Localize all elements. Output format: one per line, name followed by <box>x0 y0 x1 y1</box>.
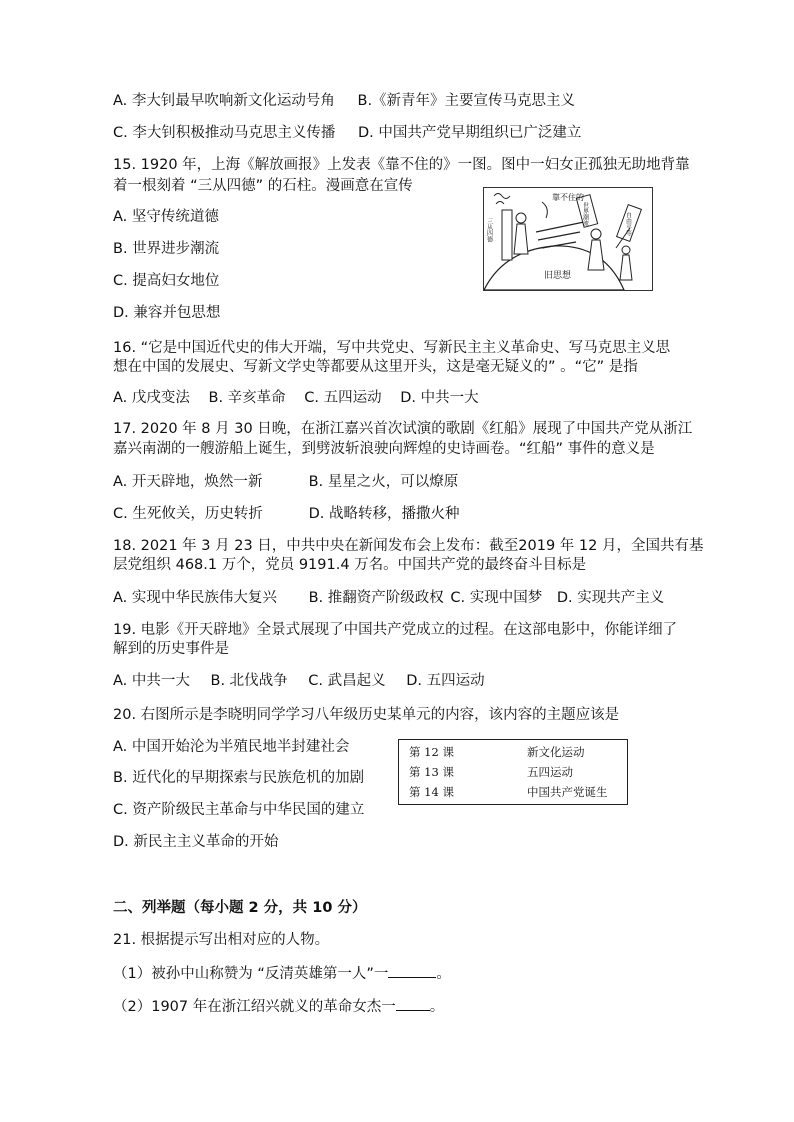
table-row <box>399 783 627 801</box>
section2-heading: 二、列举题（每小题 2 分，共 10 分） <box>113 900 367 916</box>
q16-option-a: A. 戊戌变法 <box>113 390 190 406</box>
q14-option-a: A. 李大钊最早吹响新文化运动号角 <box>113 93 335 109</box>
cartoon-drawing <box>484 188 652 290</box>
q17-option-d: D. 战略转移，播撒火种 <box>308 506 460 522</box>
q19-options <box>113 671 485 691</box>
q16-option-b: B. 辛亥革命 <box>208 390 286 406</box>
q15-cartoon-image <box>483 187 653 291</box>
q20-option-d: D. 新民主主义革命的开始 <box>113 834 279 850</box>
q17-stem-line1: 17. 2020 年 8 月 30 日晚，在浙江嘉兴首次试演的歌剧《红船》展现了中国共产党从浙江 <box>113 421 693 437</box>
q19-option-a: A. 中共一大 <box>113 673 190 689</box>
q18-options <box>113 588 664 608</box>
q21-item1-answer-blank[interactable] <box>388 963 436 978</box>
q17-options-row1 <box>113 472 458 492</box>
q21-item2-text: （2）1907 年在浙江绍兴就义的革命女杰一 <box>113 999 396 1015</box>
q15-option-d: D. 兼容并包思想 <box>113 305 221 321</box>
q14-option-b: B.《新青年》主要宣传马克思主义 <box>357 93 576 109</box>
lesson-number: 第 13 课 <box>409 765 454 779</box>
q19-stem-line2: 解到的历史事件是 <box>113 641 229 657</box>
cartoon-banner-mid: 世界潮流 <box>581 202 589 226</box>
q15-option-a: A. 坚守传统道德 <box>113 209 219 225</box>
q20-stem: 20. 右图所示是李晓明同学学习八年级历史某单元的内容，该内容的主题应该是 <box>113 707 620 723</box>
table-row <box>399 743 627 761</box>
q14-options-row1 <box>113 91 575 111</box>
q21-item1-text: （1）被孙中山称赞为 “反清英雄第一人”一 <box>113 966 389 982</box>
q17-options-row2 <box>113 504 460 524</box>
q21-item2 <box>113 996 444 1017</box>
q20-option-b: B. 近代化的早期探索与民族危机的加剧 <box>113 770 365 786</box>
cartoon-banner-left: 三从四德 <box>485 218 493 242</box>
lesson-number: 第 12 课 <box>409 745 454 759</box>
q15-stem-line2: 着一根刻着 “三从四德” 的石柱。漫画意在宣传 <box>113 178 413 194</box>
q15-option-c: C. 提高妇女地位 <box>113 273 220 289</box>
q17-option-b: B. 星星之火，可以燎原 <box>308 474 459 490</box>
q19-option-b: B. 北伐战争 <box>210 673 288 689</box>
q14-options-row2 <box>113 123 581 143</box>
q16-stem-line2: 想在中国的发展史、写新文学史等都要从这里开头，这是毫无疑义的” 。“它” 是指 <box>113 359 638 375</box>
q20-lesson-table <box>398 739 628 805</box>
cartoon-sign-text: 靠不住的 <box>552 193 584 202</box>
q19-option-c: C. 武昌起义 <box>308 673 386 689</box>
q18-option-a: A. 实现中华民族伟大复兴 <box>113 590 277 606</box>
q20-option-c: C. 资产阶级民主革命与中华民国的建立 <box>113 802 365 818</box>
lesson-title: 五四运动 <box>527 765 573 779</box>
q18-stem-line1: 18. 2021 年 3 月 23 日，中共中央在新闻发布会上发布：截至2019 年 12 月，全国共有基 <box>113 538 704 554</box>
q19-option-d: D. 五四运动 <box>406 673 485 689</box>
q20-option-a: A. 中国开始沦为半殖民地半封建社会 <box>113 739 350 755</box>
q21-item2-answer-blank[interactable] <box>396 996 430 1011</box>
lesson-title: 中国共产党诞生 <box>527 785 608 799</box>
q17-option-a: A. 开天辟地，焕然一新 <box>113 474 263 490</box>
lesson-number: 第 14 课 <box>409 785 454 799</box>
lesson-title: 新文化运动 <box>527 745 585 759</box>
q21-item2-end: 。 <box>429 999 445 1015</box>
q18-option-c: C. 实现中国梦 <box>450 590 543 606</box>
cartoon-ground-text: 旧思想 <box>544 271 572 281</box>
q18-option-b: B. 推翻资产阶级政权 <box>308 590 444 606</box>
q15-option-b: B. 世界进步潮流 <box>113 241 220 257</box>
q18-stem-line2: 层党组织 468.1 万个，党员 9191.4 万名。中国共产党的最终奋斗目标是 <box>113 557 587 573</box>
q19-stem-line1: 19. 电影《开天辟地》全景式展现了中国共产党成立的过程。在这部电影中，你能详细了 <box>113 622 678 638</box>
q17-stem-line2: 嘉兴南湖的一艘游船上诞生，到劈波斩浪驶向辉煌的史诗画卷。“红船” 事件的意义是 <box>113 441 655 457</box>
q16-stem-line1: 16. “它是中国近代史的伟大开端，写中共党史、写新民主主义革命史、写马克思主义思 <box>113 340 671 356</box>
q16-option-c: C. 五四运动 <box>304 390 382 406</box>
q17-option-c: C. 生死攸关，历史转折 <box>113 506 263 522</box>
q15-stem-line1: 15. 1920 年，上海《解放画报》上发表《靠不住的》一图。图中一妇女正孤独无助地背靠 <box>113 157 690 173</box>
table-row <box>399 763 627 781</box>
cartoon-banner-right: 自由平等 <box>624 212 632 236</box>
q21-item1-end: 。 <box>436 966 451 982</box>
q14-option-d: D. 中国共产党早期组织已广泛建立 <box>357 125 582 141</box>
q21-stem: 21. 根据提示写出相对应的人物。 <box>113 932 330 948</box>
q21-item1 <box>113 963 451 984</box>
q16-option-d: D. 中共一大 <box>400 390 479 406</box>
q14-option-c: C. 李大钊积极推动马克思主义传播 <box>113 125 336 141</box>
q16-options <box>113 388 479 408</box>
q18-option-d: D. 实现共产主义 <box>556 590 665 606</box>
